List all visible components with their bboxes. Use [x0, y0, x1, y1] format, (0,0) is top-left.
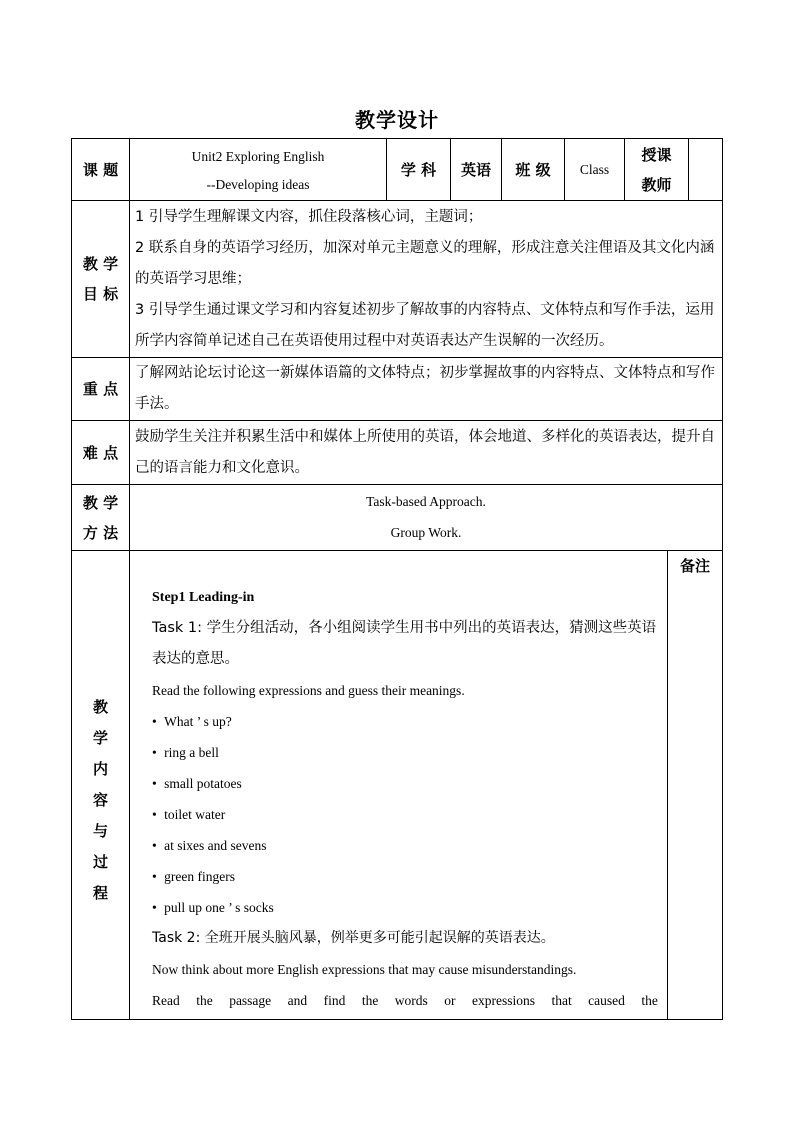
expression-list: [152, 706, 658, 923]
task2-english: Now think about more English expressions that may cause misunderstandings.: [152, 962, 577, 977]
teacher-label-line-2: 教师: [641, 175, 672, 194]
difficulties-content: [135, 422, 720, 484]
methods-label-line-1: 教 学: [82, 493, 119, 512]
methods-label: [72, 485, 129, 550]
objective-item: 2 联系自身的英语学习经历，加深对单元主题意义的理解，形成注意关注俚语及其文化内涵的英语学习思维；: [135, 240, 715, 287]
process-label-char: 过: [92, 852, 108, 871]
topic-label-text: 课 题: [82, 160, 119, 179]
process-label-char: 内: [92, 759, 108, 778]
subject-label-text: 学 科: [400, 160, 437, 179]
key-points-content: [135, 358, 720, 420]
objective-item: 1 引导学生理解课文内容，抓住段落核心词，主题词；: [135, 209, 483, 225]
subject-value-text: 英语: [460, 160, 491, 179]
step-heading: Step1 Leading-in: [152, 590, 255, 605]
subject-value: [451, 139, 501, 200]
class-value-text: Class: [579, 161, 610, 177]
methods-label-line-2: 方 法: [82, 523, 119, 542]
key-points-label-text: 重 点: [82, 380, 119, 398]
teacher-label-line-1: 授课: [641, 145, 672, 164]
difficulties-label: [72, 421, 129, 484]
difficulties-label-text: 难 点: [82, 443, 119, 462]
process-label: [72, 690, 129, 910]
word: that: [551, 993, 572, 1008]
key-points-label: [72, 358, 129, 420]
list-item: • green fingers: [152, 861, 658, 892]
list-item: • ring a bell: [152, 737, 658, 768]
method-item: Task-based Approach.: [366, 494, 486, 509]
word: the: [361, 993, 379, 1008]
difficulties-text: 鼓励学生关注并积累生活中和媒体上所使用的英语，体会地道、多样化的英语表达，提升自己的语言能力和文化意识。: [135, 429, 715, 476]
method-item: Group Work.: [390, 525, 462, 540]
topic-label: [72, 139, 129, 200]
task1-instruction: Task 1: 学生分组活动，各小组阅读学生用书中列出的英语表达，猜测这些英语表达的意思。: [152, 620, 657, 667]
topic-line-1: Unit2 Exploring English: [191, 149, 325, 164]
process-label-char: 程: [92, 883, 108, 902]
objectives-label: [72, 201, 129, 357]
word: and: [287, 993, 308, 1008]
word: expressions: [471, 993, 535, 1008]
word: Read: [152, 993, 180, 1008]
subject-label: [387, 139, 450, 200]
process-label-char: 学: [92, 728, 108, 747]
process-label-char: 与: [92, 821, 108, 840]
topic-line-2: --Developing ideas: [206, 177, 310, 192]
teacher-label: [625, 139, 688, 200]
word: passage: [229, 993, 272, 1008]
list-item: • toilet water: [152, 799, 658, 830]
topic-value: [130, 143, 386, 199]
word: the: [641, 993, 658, 1008]
word: or: [444, 993, 456, 1008]
list-item: • small potatoes: [152, 768, 658, 799]
objectives-label-line-1: 教 学: [82, 255, 119, 273]
process-label-char: 容: [92, 790, 108, 809]
list-item: • at sixes and sevens: [152, 830, 658, 861]
list-item: • What ’ s up?: [152, 706, 658, 737]
key-points-text: 了解网站论坛讨论这一新媒体语篇的文体特点；初步掌握故事的内容特点、文体特点和写作手法。: [135, 365, 715, 412]
word: words: [394, 993, 428, 1008]
class-label: [502, 139, 564, 200]
class-value: [565, 139, 624, 200]
notes-label: [668, 551, 722, 581]
methods-content: [130, 486, 722, 548]
process-content: [152, 582, 658, 1016]
class-label-text: 班 级: [515, 160, 551, 179]
list-item: • pull up one ’ s socks: [152, 892, 658, 923]
task2-instruction-text: Task 2: 全班开展头脑风暴，例举更多可能引起误解的英语表达。: [152, 930, 555, 946]
passage-instruction-line: [152, 985, 658, 1016]
page-title: 教学设计: [355, 108, 439, 132]
word: find: [323, 993, 346, 1008]
word: the: [196, 993, 213, 1008]
task1-english: Read the following expressions and guess their meanings.: [152, 683, 465, 698]
word: caused: [588, 993, 625, 1008]
teacher-value: [689, 139, 722, 200]
objectives-content: [135, 202, 720, 357]
objectives-label-line-2: 目 标: [82, 285, 119, 303]
notes-label-text: 备注: [679, 557, 710, 575]
process-label-char: 教: [92, 697, 108, 716]
objective-item: 3 引导学生通过课文学习和内容复述初步了解故事的内容特点、文体特点和写作手法，运用所学内容简单记述自己在英语使用过程中对英语表达产生误解的一次经历。: [135, 302, 715, 349]
task2-instruction: [152, 923, 658, 954]
